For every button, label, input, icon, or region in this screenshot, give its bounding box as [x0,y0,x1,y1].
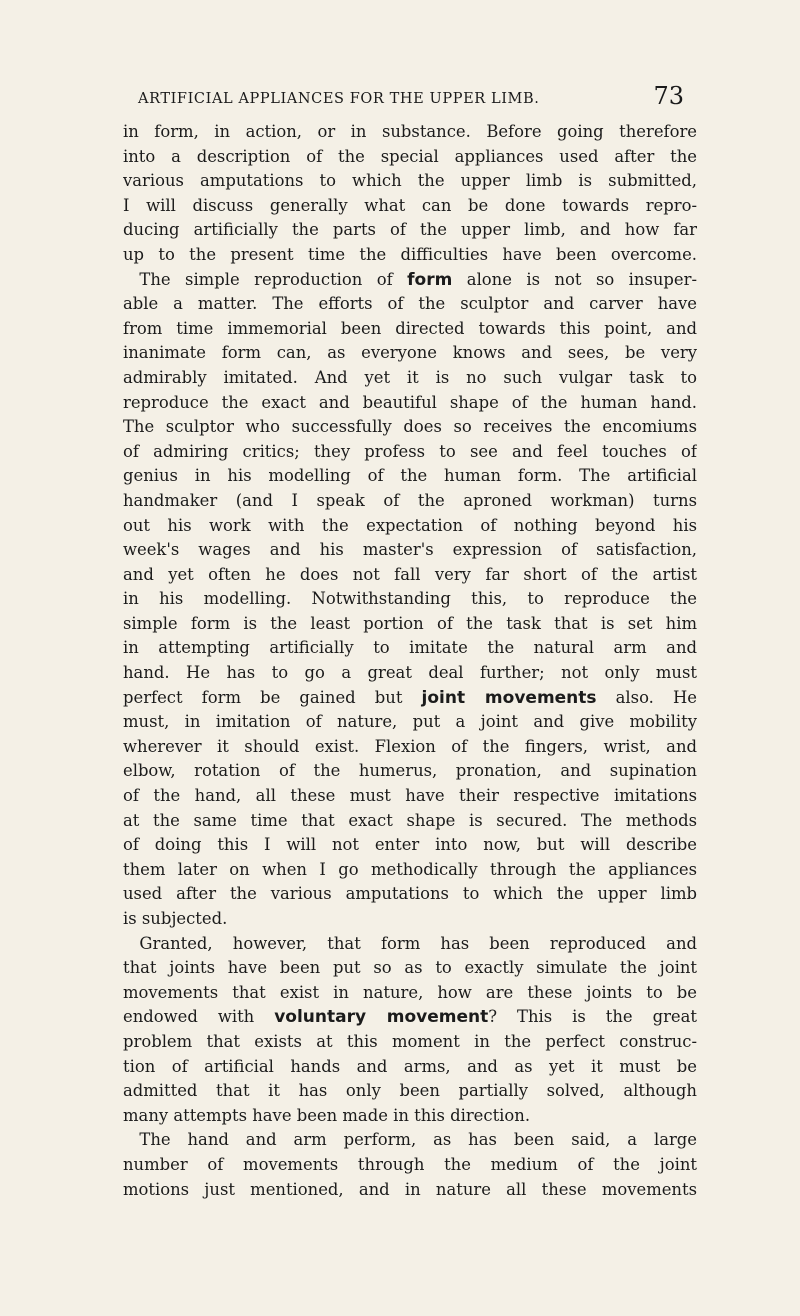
text-line [123,907,697,932]
text-run: at the same time that exact shape is secured. The methods [123,810,697,830]
text-line [123,1153,697,1178]
text-run: in attempting artificially to imitate the natural arm and [123,638,697,658]
text-run: motions just mentioned, and in nature all these movements [123,1179,697,1199]
body-text [123,120,697,1202]
text-line [123,218,697,243]
text-run: from time immemorial been directed towards this point, and [123,318,697,338]
emphasis-text: joint movements [421,687,597,708]
text-line [123,587,697,612]
text-run: inanimate form can, as everyone knows and sees, be very [123,343,697,363]
text-run: alone is not so insuper- [452,269,697,289]
text-line [123,1104,697,1129]
running-head [138,82,684,116]
text-line [123,858,697,883]
text-line [123,514,697,539]
text-run: able a matter. The efforts of the sculptor and carver have [123,294,697,314]
text-run: ? This is the great [488,1007,697,1027]
text-run: of doing this I will not enter into now, but will describe [123,835,697,855]
text-run: must, in imitation of nature, put a joint and give mobility [123,712,697,732]
text-run: The sculptor who successfully does so receives the encomiums [123,417,697,437]
running-title: ARTIFICIAL APPLIANCES FOR THE UPPER LIMB. [138,91,540,107]
text-run: elbow, rotation of the humerus, pronation, and supination [123,761,697,781]
text-line [123,440,697,465]
text-line [123,636,697,661]
text-line [123,292,697,317]
text-run: ducing artificially the parts of the upper limb, and how far [123,220,697,240]
text-run: The hand and arm perform, as has been said, a large [123,1130,697,1150]
text-line [123,145,697,170]
text-run: wherever it should exist. Flexion of the fingers, wrist, and [123,736,697,756]
text-line [123,784,697,809]
text-run: movements that exist in nature, how are these joints to be [123,982,697,1002]
text-run: problem that exists at this moment in the perfect construc- [123,1031,697,1051]
text-line [123,833,697,858]
text-run: admitted that it has only been partially solved, although [123,1081,697,1101]
text-line [123,735,697,760]
text-run: various amputations to which the upper limb is submitted, [123,171,697,191]
text-run: week's wages and his master's expression of satisfaction, [123,540,697,560]
text-run: and yet often he does not fall very far short of the artist [123,564,697,584]
text-run: used after the various amputations to which the upper limb [123,884,697,904]
text-run: I will discuss generally what can be done towards repro- [123,195,697,215]
text-line [123,981,697,1006]
text-run: of the hand, all these must have their respective imitations [123,786,697,806]
text-line [123,956,697,981]
text-line [123,686,697,711]
text-line [123,1178,697,1203]
text-line [123,341,697,366]
text-run: hand. He has to go a great deal further; not only must [123,663,697,683]
emphasis-text: voluntary movement [274,1007,489,1028]
text-run: up to the present time the difficulties have been overcome. [123,244,697,264]
text-run: into a description of the special appliances used after the [123,146,697,166]
text-run: admirably imitated. And yet it is no such vulgar task to [123,367,697,387]
text-line [123,563,697,588]
text-run: many attempts have been made in this direction. [123,1105,531,1125]
text-run: Granted, however, that form has been reproduced and [123,933,697,953]
text-run: of admiring critics; they profess to see and feel touches of [123,441,697,461]
text-line [123,464,697,489]
text-run: tion of artificial hands and arms, and as yet it must be [123,1056,697,1076]
text-line [123,489,697,514]
text-run: in form, in action, or in substance. Before going therefore [123,122,697,141]
text-line [123,1079,697,1104]
text-line [123,759,697,784]
text-line [123,809,697,834]
text-run: in his modelling. Notwithstanding this, to reproduce the [123,589,697,609]
text-run: simple form is the least portion of the task that is set him [123,613,697,633]
emphasis-text: form [407,269,453,290]
text-line [123,366,697,391]
text-line [123,538,697,563]
text-line [123,1005,697,1030]
text-line [123,120,697,145]
text-line [123,932,697,957]
text-line [123,243,697,268]
text-run: them later on when I go methodically through the appliances [123,859,697,879]
text-run: reproduce the exact and beautiful shape of the human hand. [123,392,697,412]
text-line [123,169,697,194]
text-line [123,268,697,293]
text-run: handmaker (and I speak of the aproned workman) turns [123,490,697,510]
text-line [123,317,697,342]
text-line [123,612,697,637]
text-line [123,882,697,907]
text-line [123,194,697,219]
text-line [123,1055,697,1080]
page-number: 73 [653,82,684,110]
text-line [123,391,697,416]
text-run: perfect form be gained but [123,687,422,707]
text-line [123,1030,697,1055]
text-line [123,710,697,735]
text-run: out his work with the expectation of nothing beyond his [123,515,697,535]
text-run: number of movements through the medium of the joint [123,1154,697,1174]
text-run: is subjected. [123,909,228,928]
text-line [123,415,697,440]
text-run: that joints have been put so as to exactly simulate the joint [123,958,697,978]
text-run: endowed with [123,1007,275,1027]
text-run: The simple reproduction of [123,269,408,289]
text-run: genius in his modelling of the human form. The artificial [123,466,697,486]
text-line [123,1128,697,1153]
text-run: also. He [596,687,697,707]
text-line [123,661,697,686]
